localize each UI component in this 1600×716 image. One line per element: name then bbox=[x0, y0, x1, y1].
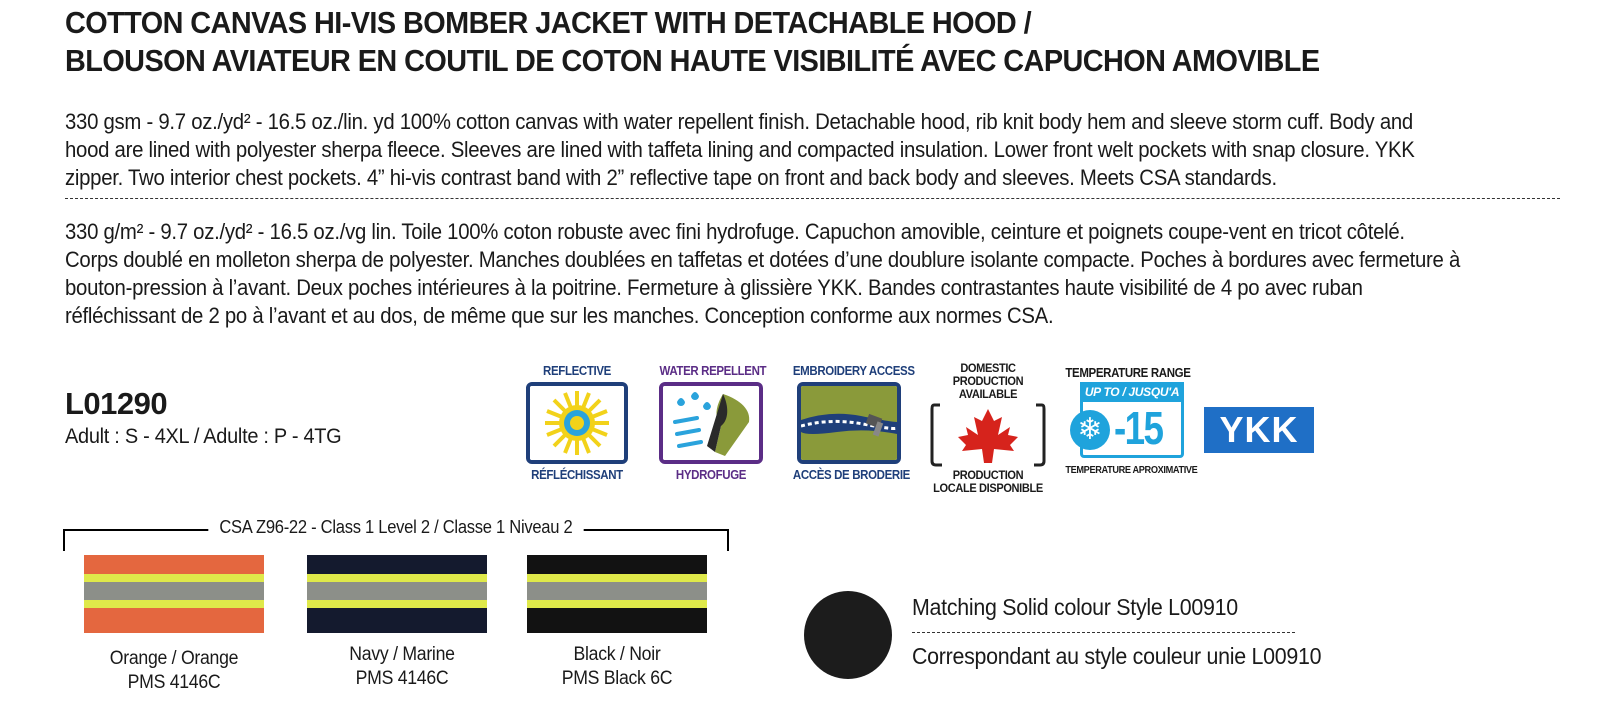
description-divider bbox=[65, 198, 1560, 199]
colour-navy-label: Navy / Marine PMS 4146C bbox=[349, 644, 455, 689]
feature-embroidery-access bbox=[788, 358, 915, 482]
feature-domestic-production bbox=[926, 362, 1050, 495]
colour-orange-label: Orange / Orange PMS 4146C bbox=[109, 648, 239, 693]
size-range: Adult : S - 4XL / Adulte : P - 4TG bbox=[65, 425, 342, 448]
feature-label-bottom: ACCÈS DE BRODERIE bbox=[792, 468, 910, 482]
product-title-english: COTTON CANVAS HI-VIS BOMBER JACKET WITH DETACHABLE HOOD / bbox=[65, 5, 1032, 40]
temperature-value: -15 bbox=[1114, 402, 1163, 454]
feature-water-repellent bbox=[655, 358, 767, 482]
feature-label-top: WATER REPELLENT bbox=[659, 364, 767, 378]
description-english: 330 gsm - 9.7 oz./yd² - 16.5 oz./lin. yd 100% cotton canvas with water repellent finish. Detachable hood, rib knit body hem and sleeve storm cuff. Body and hood are lined with polyester sherpa fleece. Sleeves are lined with taffeta lining and compacted insulation. Lower front welt pockets with snap closure. YKK zipper. Two interior chest pockets. 4” hi-vis contrast band with 2” reflective tape on front and back body and sleeves. Meets CSA standards. bbox=[65, 109, 1415, 190]
ykk-logo: YKK bbox=[1204, 407, 1314, 453]
matching-divider bbox=[912, 632, 1295, 633]
zipper-icon bbox=[797, 382, 901, 464]
feature-temperature-range bbox=[1060, 362, 1198, 478]
water-drops-icon bbox=[659, 382, 763, 464]
swatch-black bbox=[527, 555, 707, 633]
feature-label-bottom: HYDROFUGE bbox=[675, 468, 747, 482]
swatch-navy bbox=[307, 555, 487, 633]
matching-style-french: Correspondant au style couleur unie L00910 bbox=[912, 643, 1322, 669]
feature-label-bottom: PRODUCTION LOCALE DISPONIBLE bbox=[933, 468, 1043, 495]
style-code: L01290 bbox=[65, 386, 168, 421]
description-french: 330 g/m² - 9.7 oz./yd² - 16.5 oz./vg lin. Toile 100% coton robuste avec fini hydrofuge. Capuchon amovible, ceinture et poignets coupe-vent en tricot côtelé. Corps doublé en molleton sherpa de polyester. Manches doublées en taffetas et dotées d’une doublure isolante compacte. Poches à bordures avec fermeture à bouton-pression à l’avant. Deux poches intérieures à la poitrine. Fermeture à glissière YKK. Bandes contrastantes haute visibilité de 4 po avec ruban réfléchissant de 2 po à l’avant et au dos, de même que sur les manches. Conception conforme aux normes CSA. bbox=[65, 219, 1461, 328]
solid-colour-dot bbox=[804, 591, 892, 679]
feature-label-top: EMBROIDERY ACCESS bbox=[792, 364, 915, 378]
feature-label-top: DOMESTIC PRODUCTION AVAILABLE bbox=[952, 361, 1024, 401]
reflective-sun-icon bbox=[526, 382, 628, 464]
maple-leaf-icon bbox=[930, 403, 1046, 467]
colour-black-label: Black / Noir PMS Black 6C bbox=[561, 644, 673, 689]
feature-label-top: TEMPERATURE RANGE bbox=[1065, 366, 1191, 380]
product-title-french: BLOUSON AVIATEUR EN COUTIL DE COTON HAUTE VISIBILITÉ AVEC CAPUCHON AMOVIBLE bbox=[65, 43, 1320, 78]
feature-label-top: REFLECTIVE bbox=[543, 364, 611, 378]
swatch-orange bbox=[84, 555, 264, 633]
temperature-up-to-label: UP TO / JUSQU'A bbox=[1080, 382, 1184, 402]
csa-standard-label: CSA Z96-22 - Class 1 Level 2 / Classe 1 Niveau 2 bbox=[63, 517, 729, 538]
snowflake-icon: ❄ bbox=[1070, 410, 1110, 450]
temperature-badge bbox=[1068, 382, 1186, 460]
product-title bbox=[65, 4, 1460, 80]
feature-reflective bbox=[522, 358, 632, 482]
matching-style-english: Matching Solid colour Style L00910 bbox=[912, 594, 1238, 620]
feature-label-bottom: TEMPERATURE APROXIMATIVE bbox=[1065, 465, 1198, 476]
feature-label-bottom: RÉFLÉCHISSANT bbox=[531, 468, 623, 482]
